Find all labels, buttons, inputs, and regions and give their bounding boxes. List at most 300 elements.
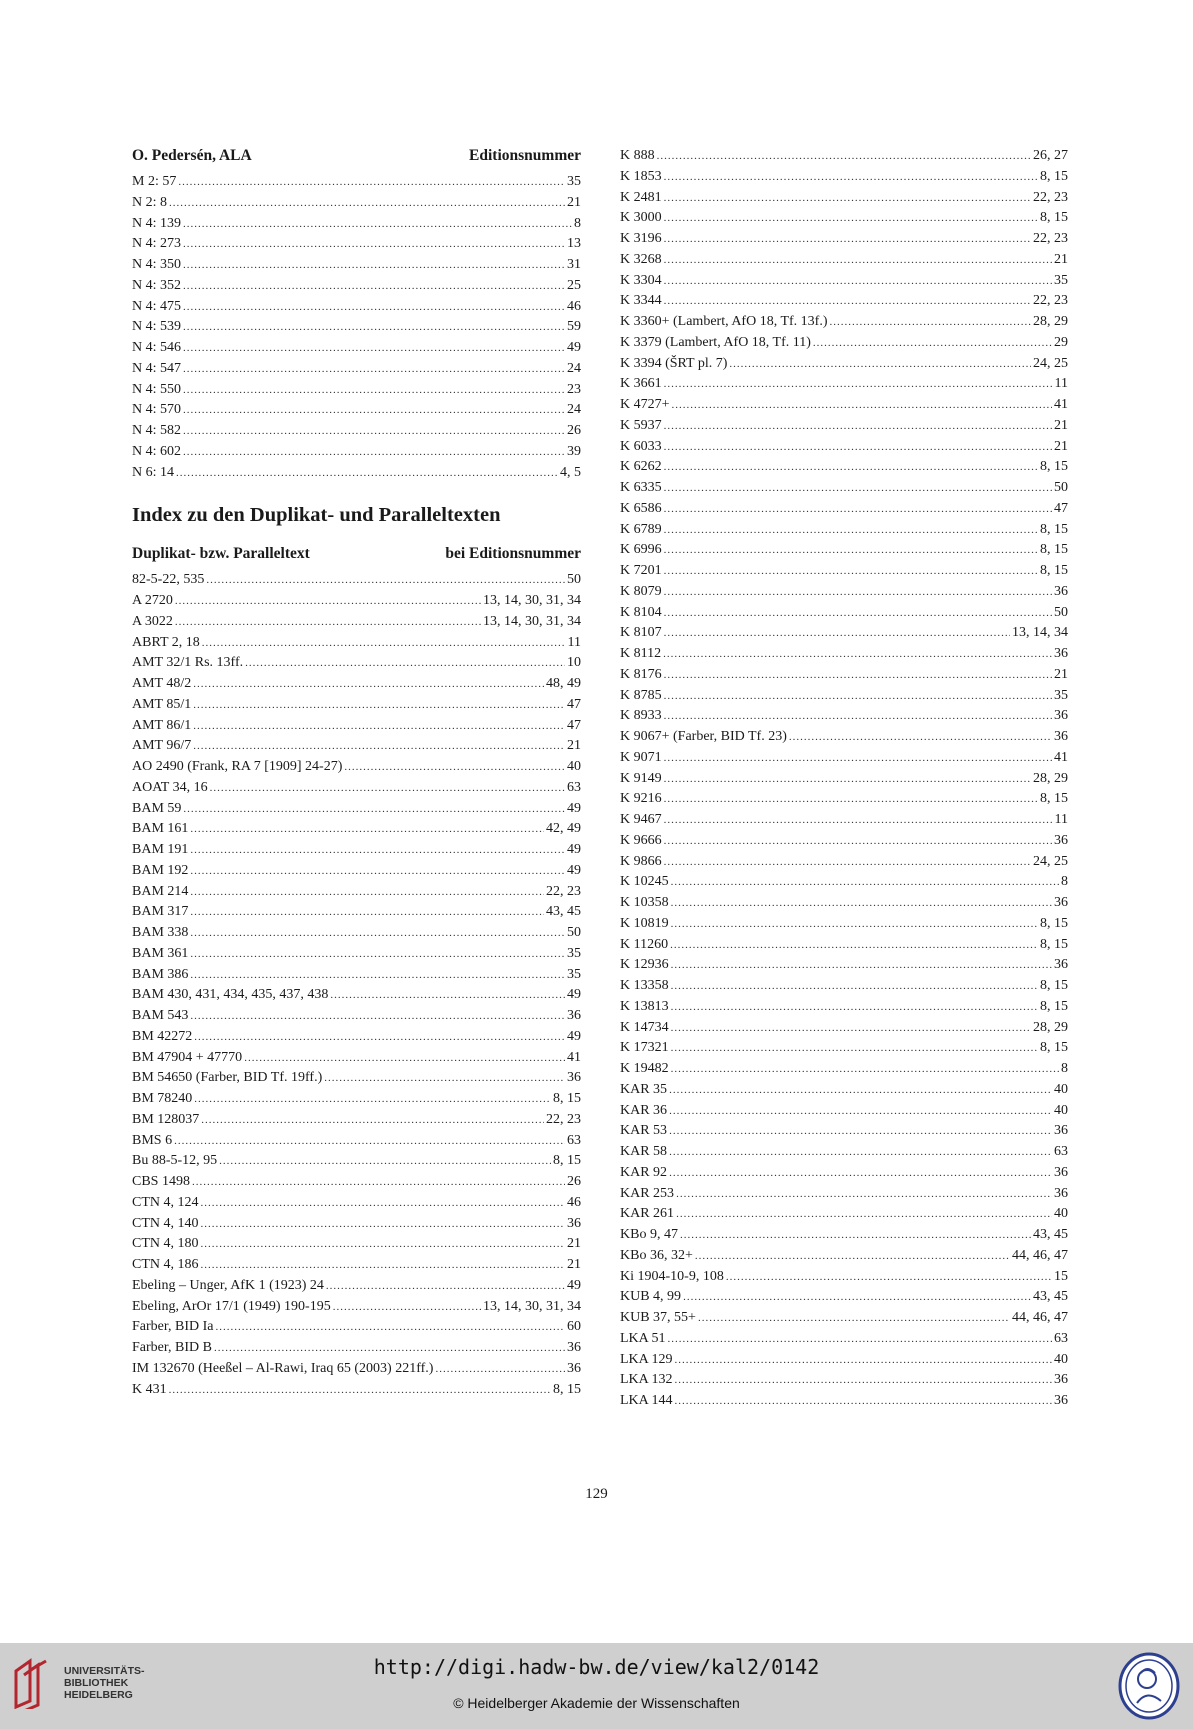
entry-text: K 8933 bbox=[620, 708, 662, 724]
index-entry bbox=[132, 965, 581, 986]
index-entry bbox=[132, 612, 581, 633]
entry-number: 36 bbox=[1054, 646, 1068, 661]
entry-text: N 4: 352 bbox=[132, 277, 181, 293]
entry-number: 36 bbox=[1054, 708, 1068, 724]
dot-leader bbox=[675, 1391, 1053, 1412]
entry-text: N 4: 602 bbox=[132, 443, 181, 459]
index-entry bbox=[620, 188, 1068, 209]
index-entry bbox=[132, 234, 581, 255]
entry-text: KAR 58 bbox=[620, 1144, 668, 1159]
dot-leader bbox=[671, 1038, 1038, 1059]
dot-leader bbox=[326, 1276, 565, 1297]
dot-leader bbox=[664, 520, 1038, 541]
index-entry bbox=[132, 840, 581, 861]
header-left: O. Pedersén, ALA bbox=[132, 147, 252, 164]
entry-number: 36 bbox=[567, 1008, 581, 1023]
entry-number: 22, 23 bbox=[1033, 189, 1068, 205]
entry-number: 36 bbox=[1054, 729, 1068, 744]
entry-number: 40 bbox=[1054, 1081, 1068, 1097]
index-entry bbox=[620, 1101, 1068, 1122]
dot-leader bbox=[671, 872, 1059, 893]
entry-number: 40 bbox=[567, 759, 581, 774]
dot-leader bbox=[675, 1370, 1053, 1391]
entry-number: 13 bbox=[567, 236, 581, 252]
entry-number: 21 bbox=[567, 738, 581, 754]
index-entry bbox=[620, 540, 1068, 561]
entry-number: 36 bbox=[1054, 957, 1068, 973]
dot-leader bbox=[183, 400, 565, 421]
entry-number: 8 bbox=[574, 215, 581, 231]
entry-number: 36 bbox=[1054, 1372, 1068, 1388]
dot-leader bbox=[190, 840, 565, 861]
index-entry bbox=[132, 1234, 581, 1255]
entry-text: N 4: 539 bbox=[132, 319, 181, 335]
dot-leader bbox=[669, 1121, 1052, 1142]
entry-text: A 2720 bbox=[132, 593, 173, 608]
index-entry bbox=[620, 582, 1068, 603]
dot-leader bbox=[169, 193, 565, 214]
dot-leader bbox=[664, 789, 1038, 810]
entry-text: K 10358 bbox=[620, 895, 669, 910]
index-entry bbox=[620, 852, 1068, 873]
entry-number: 8, 15 bbox=[1040, 998, 1068, 1014]
entry-number: 63 bbox=[1054, 1144, 1068, 1159]
entry-text: BAM 161 bbox=[132, 821, 189, 837]
index-entry bbox=[620, 208, 1068, 229]
index-entry bbox=[132, 255, 581, 276]
entry-text: KAR 35 bbox=[620, 1081, 668, 1097]
entry-number: 50 bbox=[567, 572, 581, 588]
entry-number: 36 bbox=[567, 1215, 581, 1231]
dot-leader bbox=[183, 255, 565, 276]
entry-text: K 14734 bbox=[620, 1019, 669, 1035]
entry-number: 23 bbox=[567, 381, 581, 397]
entry-number: 10 bbox=[567, 655, 581, 671]
dot-leader bbox=[175, 612, 481, 633]
entry-text: K 19482 bbox=[620, 1061, 669, 1076]
index-entry bbox=[620, 1287, 1068, 1308]
entry-text: K 6335 bbox=[620, 480, 662, 495]
entry-number: 28, 29 bbox=[1033, 770, 1068, 786]
dot-leader bbox=[664, 188, 1031, 209]
entry-text: K 3360+ (Lambert, AfO 18, Tf. 13f.) bbox=[620, 314, 828, 329]
index-entry bbox=[620, 250, 1068, 271]
entry-number: 49 bbox=[567, 340, 581, 355]
dot-leader bbox=[214, 1338, 565, 1359]
index-entry bbox=[132, 716, 581, 737]
entry-text: KAR 92 bbox=[620, 1164, 668, 1180]
entry-text: BMS 6 bbox=[132, 1132, 173, 1148]
entry-text: K 1853 bbox=[620, 168, 662, 184]
dot-leader bbox=[193, 695, 565, 716]
entry-text: K 5937 bbox=[620, 417, 662, 433]
index-entry bbox=[620, 478, 1068, 499]
duplikat-list-right bbox=[620, 146, 1068, 1412]
entry-text: ABRT 2, 18 bbox=[132, 634, 200, 650]
entry-text: Ebeling – Unger, AfK 1 (1923) 24 bbox=[132, 1277, 324, 1293]
entry-number: 26 bbox=[567, 1174, 581, 1189]
entry-number: 35 bbox=[567, 945, 581, 961]
entry-text: K 9467 bbox=[620, 812, 662, 827]
index-entry bbox=[620, 374, 1068, 395]
index-entry bbox=[132, 633, 581, 654]
entry-number: 28, 29 bbox=[1033, 1019, 1068, 1035]
entry-text: K 8112 bbox=[620, 646, 662, 661]
entry-text: K 8107 bbox=[620, 625, 662, 641]
entry-text: AOAT 34, 16 bbox=[132, 779, 208, 795]
entry-number: 36 bbox=[567, 1070, 581, 1086]
entry-number: 49 bbox=[567, 862, 581, 878]
dot-leader bbox=[183, 338, 565, 359]
entry-number: 8, 15 bbox=[553, 1153, 581, 1169]
entry-number: 48, 49 bbox=[546, 676, 581, 691]
index-entry bbox=[620, 603, 1068, 624]
entry-text: K 3379 (Lambert, AfO 18, Tf. 11) bbox=[620, 334, 811, 350]
entry-text: BAM 192 bbox=[132, 862, 189, 878]
entry-number: 43, 45 bbox=[546, 904, 581, 920]
index-entry bbox=[620, 1184, 1068, 1205]
entry-number: 11 bbox=[567, 634, 581, 650]
dot-leader bbox=[210, 778, 565, 799]
dot-leader bbox=[695, 1246, 1010, 1267]
entry-text: K 8104 bbox=[620, 604, 662, 620]
index-entry bbox=[132, 1068, 581, 1089]
index-entry bbox=[132, 338, 581, 359]
index-entry bbox=[620, 644, 1068, 665]
dot-leader bbox=[663, 644, 1052, 665]
dot-leader bbox=[190, 944, 565, 965]
dot-leader bbox=[183, 359, 565, 380]
entry-text: K 3304 bbox=[620, 272, 662, 288]
entry-text: K 10819 bbox=[620, 915, 669, 931]
dot-leader bbox=[813, 333, 1052, 354]
dot-leader bbox=[183, 276, 565, 297]
entry-number: 40 bbox=[1054, 1351, 1068, 1367]
index-entry bbox=[132, 1151, 581, 1172]
dot-leader bbox=[669, 1101, 1052, 1122]
left-column bbox=[132, 146, 581, 1400]
footer-bar bbox=[0, 1643, 1193, 1729]
entry-text: KBo 36, 32+ bbox=[620, 1247, 693, 1263]
index-entry bbox=[620, 1350, 1068, 1371]
entry-number: 49 bbox=[567, 842, 581, 857]
entry-number: 29 bbox=[1054, 334, 1068, 350]
dot-leader bbox=[664, 686, 1052, 707]
index-entry bbox=[620, 1018, 1068, 1039]
dot-leader bbox=[175, 591, 481, 612]
index-entry bbox=[620, 1391, 1068, 1412]
dot-leader bbox=[664, 561, 1038, 582]
index-entry bbox=[620, 1080, 1068, 1101]
index-entry bbox=[132, 1048, 581, 1069]
index-entry bbox=[620, 312, 1068, 333]
dot-leader bbox=[183, 297, 565, 318]
dot-leader bbox=[664, 229, 1031, 250]
index-entry bbox=[620, 831, 1068, 852]
entry-number: 24 bbox=[567, 360, 581, 376]
right-column bbox=[620, 146, 1068, 1412]
entry-number: 8, 15 bbox=[1040, 791, 1068, 807]
entry-number: 13, 14, 30, 31, 34 bbox=[483, 613, 581, 629]
entry-text: CTN 4, 140 bbox=[132, 1215, 199, 1231]
dot-leader bbox=[183, 317, 565, 338]
dot-leader bbox=[201, 1234, 566, 1255]
entry-number: 15 bbox=[1054, 1268, 1068, 1284]
dot-leader bbox=[193, 716, 565, 737]
dot-leader bbox=[668, 1329, 1053, 1350]
entry-number: 36 bbox=[1054, 1164, 1068, 1180]
entry-text: N 4: 550 bbox=[132, 381, 181, 397]
entry-text: AO 2490 (Frank, RA 7 [1909] 24-27) bbox=[132, 759, 343, 774]
entry-text: K 8785 bbox=[620, 687, 662, 703]
entry-number: 47 bbox=[1054, 500, 1068, 516]
dot-leader bbox=[193, 736, 565, 757]
entry-text: N 4: 475 bbox=[132, 298, 181, 314]
index-entry bbox=[620, 1142, 1068, 1163]
index-entry bbox=[132, 1317, 581, 1338]
dot-leader bbox=[664, 374, 1053, 395]
entry-number: 21 bbox=[567, 1257, 581, 1272]
index-entry bbox=[620, 395, 1068, 416]
index-entry bbox=[620, 914, 1068, 935]
dot-leader bbox=[671, 997, 1038, 1018]
entry-number: 22, 23 bbox=[546, 1111, 581, 1127]
entry-number: 22, 23 bbox=[546, 883, 581, 899]
entry-number: 8, 15 bbox=[1040, 542, 1068, 558]
dot-leader bbox=[202, 633, 566, 654]
entry-text: K 6996 bbox=[620, 542, 662, 558]
entry-number: 49 bbox=[567, 987, 581, 1003]
index-entry bbox=[620, 997, 1068, 1018]
entry-text: BM 42272 bbox=[132, 1028, 193, 1044]
section-spacer bbox=[132, 530, 581, 544]
duplikat-list-left bbox=[132, 570, 581, 1400]
entry-text: 82-5-22, 535 bbox=[132, 572, 205, 588]
index-entry bbox=[132, 1338, 581, 1359]
entry-number: 47 bbox=[567, 696, 581, 712]
index-entry bbox=[132, 1110, 581, 1131]
dot-leader bbox=[192, 1172, 565, 1193]
index-entry bbox=[620, 1329, 1068, 1350]
entry-number: 35 bbox=[567, 174, 581, 189]
index-entry bbox=[132, 674, 581, 695]
index-entry bbox=[132, 463, 581, 484]
entry-text: K 2481 bbox=[620, 189, 662, 205]
entry-number: 50 bbox=[1054, 604, 1068, 620]
entry-number: 31 bbox=[567, 257, 581, 272]
index-entry bbox=[132, 421, 581, 442]
dot-leader bbox=[190, 923, 565, 944]
entry-number: 63 bbox=[567, 779, 581, 795]
dot-leader bbox=[683, 1287, 1031, 1308]
dot-leader bbox=[664, 499, 1052, 520]
dot-leader bbox=[183, 799, 565, 820]
index-entry bbox=[132, 923, 581, 944]
dot-leader bbox=[726, 1267, 1052, 1288]
entry-number: 8, 15 bbox=[1040, 168, 1068, 184]
header-right: bei Editionsnummer bbox=[445, 545, 581, 563]
entry-text: K 3394 (ŠRT pl. 7) bbox=[620, 355, 728, 371]
entry-number: 49 bbox=[567, 800, 581, 816]
source-url-link[interactable]: http://digi.hadw-bw.de/view/kal2/0142 bbox=[373, 1655, 820, 1679]
dot-leader bbox=[729, 354, 1031, 375]
index-entry bbox=[132, 400, 581, 421]
entry-number: 35 bbox=[1054, 272, 1068, 288]
index-entry bbox=[132, 799, 581, 820]
entry-number: 41 bbox=[567, 1049, 581, 1065]
entry-number: 25 bbox=[567, 277, 581, 293]
index-entry bbox=[620, 935, 1068, 956]
entry-text: N 4: 350 bbox=[132, 257, 181, 272]
index-entry bbox=[132, 380, 581, 401]
dot-leader bbox=[178, 172, 565, 193]
dot-leader bbox=[664, 416, 1052, 437]
dot-leader bbox=[664, 582, 1052, 603]
entry-number: 36 bbox=[567, 1360, 581, 1376]
index-entry bbox=[620, 748, 1068, 769]
dot-leader bbox=[435, 1359, 565, 1380]
entry-text: BAM 214 bbox=[132, 883, 189, 899]
index-entry bbox=[620, 1308, 1068, 1329]
index-entry bbox=[132, 1276, 581, 1297]
entry-text: N 4: 570 bbox=[132, 402, 181, 418]
dot-leader bbox=[664, 603, 1052, 624]
entry-text: BM 54650 (Farber, BID Tf. 19ff.) bbox=[132, 1070, 323, 1086]
entry-text: K 11260 bbox=[620, 936, 669, 952]
entry-text: KUB 4, 99 bbox=[620, 1289, 682, 1305]
index-entry bbox=[132, 1006, 581, 1027]
entry-text: K 888 bbox=[620, 148, 655, 163]
copyright-notice: © Heidelberger Akademie der Wissenschaften bbox=[453, 1695, 740, 1711]
dot-leader bbox=[675, 1350, 1053, 1371]
dot-leader bbox=[174, 1131, 565, 1152]
entry-number: 43, 45 bbox=[1033, 1289, 1068, 1305]
index-entry bbox=[132, 1255, 581, 1276]
entry-text: Ki 1904-10-9, 108 bbox=[620, 1268, 724, 1284]
index-entry bbox=[620, 146, 1068, 167]
entry-text: K 9149 bbox=[620, 770, 662, 786]
dot-leader bbox=[194, 1089, 551, 1110]
entry-text: AMT 96/7 bbox=[132, 738, 192, 754]
dot-leader bbox=[183, 380, 565, 401]
index-entry bbox=[620, 1370, 1068, 1391]
entry-number: 8, 15 bbox=[1040, 521, 1068, 537]
entry-text: K 9216 bbox=[620, 791, 662, 807]
index-entry bbox=[620, 416, 1068, 437]
index-entry bbox=[132, 861, 581, 882]
dot-leader bbox=[194, 1027, 565, 1048]
entry-number: 44, 46, 47 bbox=[1012, 1247, 1068, 1263]
index-entry bbox=[620, 665, 1068, 686]
logo-line: BIBLIOTHEK bbox=[64, 1677, 129, 1689]
dot-leader bbox=[676, 1204, 1052, 1225]
entry-text: KBo 9, 47 bbox=[620, 1227, 678, 1242]
entry-text: Ebeling, ArOr 17/1 (1949) 190-195 bbox=[132, 1298, 331, 1314]
dot-leader bbox=[671, 955, 1052, 976]
entry-text: LKA 51 bbox=[620, 1330, 666, 1346]
index-entry bbox=[620, 623, 1068, 644]
dot-leader bbox=[190, 965, 565, 986]
academy-seal-icon bbox=[1117, 1651, 1181, 1721]
dot-leader bbox=[333, 1297, 481, 1318]
entry-number: 35 bbox=[567, 966, 581, 982]
index-entry bbox=[132, 1297, 581, 1318]
entry-number: 4, 5 bbox=[560, 464, 581, 480]
entry-text: KAR 53 bbox=[620, 1123, 668, 1139]
dot-leader bbox=[324, 1068, 565, 1089]
entry-text: Bu 88-5-12, 95 bbox=[132, 1153, 218, 1169]
entry-text: BM 78240 bbox=[132, 1091, 193, 1106]
entry-number: 28, 29 bbox=[1033, 314, 1068, 329]
entry-number: 13, 14, 30, 31, 34 bbox=[483, 593, 581, 608]
entry-number: 40 bbox=[1054, 1102, 1068, 1118]
dot-leader bbox=[664, 437, 1052, 458]
index-entry bbox=[620, 955, 1068, 976]
entry-number: 24, 25 bbox=[1033, 355, 1068, 371]
entry-number: 36 bbox=[1054, 583, 1068, 599]
entry-text: CTN 4, 186 bbox=[132, 1257, 199, 1272]
entry-text: K 13813 bbox=[620, 998, 669, 1014]
entry-number: 47 bbox=[567, 717, 581, 733]
entry-text: BM 128037 bbox=[132, 1111, 200, 1127]
entry-number: 43, 45 bbox=[1033, 1227, 1068, 1242]
dot-leader bbox=[664, 852, 1031, 873]
dot-leader bbox=[671, 1059, 1059, 1080]
entry-text: A 3022 bbox=[132, 613, 173, 629]
index-entry bbox=[132, 317, 581, 338]
entry-text: IM 132670 (Heeßel – Al-Rawi, Iraq 65 (2003) 221ff.) bbox=[132, 1360, 434, 1376]
entry-number: 63 bbox=[567, 1132, 581, 1148]
index-entry bbox=[620, 229, 1068, 250]
dot-leader bbox=[219, 1151, 551, 1172]
dot-leader bbox=[664, 748, 1052, 769]
dot-leader bbox=[206, 570, 565, 591]
entry-number: 46 bbox=[567, 1194, 581, 1210]
entry-text: CTN 4, 180 bbox=[132, 1236, 199, 1252]
dot-leader bbox=[829, 312, 1031, 333]
index-entry bbox=[620, 1225, 1068, 1246]
academy-seal-logo[interactable] bbox=[1117, 1651, 1181, 1721]
index-entry bbox=[132, 695, 581, 716]
entry-text: K 12936 bbox=[620, 957, 669, 973]
dot-leader bbox=[664, 810, 1053, 831]
entry-text: K 9866 bbox=[620, 853, 662, 869]
entry-number: 11 bbox=[1054, 812, 1068, 827]
index-entry bbox=[620, 1267, 1068, 1288]
dot-leader bbox=[664, 208, 1038, 229]
entry-text: K 8079 bbox=[620, 583, 662, 599]
entry-text: N 4: 273 bbox=[132, 236, 181, 252]
index-entry bbox=[132, 1027, 581, 1048]
dot-leader bbox=[657, 146, 1031, 167]
dot-leader bbox=[190, 1006, 565, 1027]
entry-number: 8, 15 bbox=[1040, 563, 1068, 578]
dot-leader bbox=[669, 1163, 1052, 1184]
entry-text: BAM 191 bbox=[132, 842, 189, 857]
index-entry bbox=[132, 757, 581, 778]
entry-text: N 6: 14 bbox=[132, 464, 174, 480]
entry-number: 36 bbox=[1054, 1123, 1068, 1139]
entry-number: 26 bbox=[567, 423, 581, 438]
index-entry bbox=[620, 167, 1068, 188]
index-entry bbox=[132, 882, 581, 903]
entry-text: KAR 261 bbox=[620, 1206, 675, 1222]
dot-leader bbox=[183, 421, 565, 442]
index-entry bbox=[620, 354, 1068, 375]
entry-number: 24, 25 bbox=[1033, 853, 1068, 869]
entry-number: 21 bbox=[1054, 438, 1068, 454]
entry-number: 22, 23 bbox=[1033, 231, 1068, 246]
